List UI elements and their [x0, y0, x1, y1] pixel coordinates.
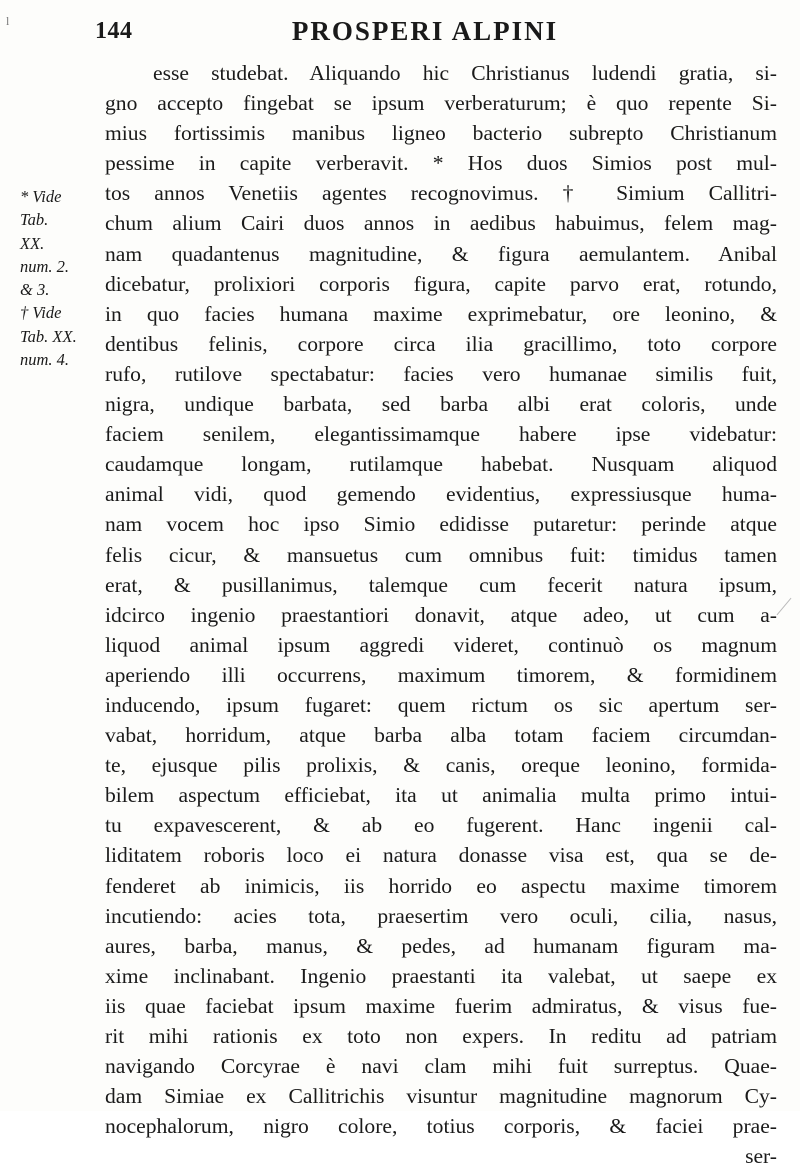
text-line: tos annos Venetiis agentes recognovimus. † Simium Callitri- — [105, 181, 777, 206]
text-line: felis cicur, & mansuetus cum omnibus fuit: timidus tamen — [105, 542, 777, 567]
scan-artifact-line — [777, 598, 792, 615]
text-line: inducendo, ipsum fugaret: quem rictum os sic apertum ser- — [105, 692, 777, 717]
text-line: in quo facies humana maxime exprimebatur, ore leonino, & — [105, 301, 777, 326]
margin-note: num. 4. — [20, 350, 70, 370]
text-line: nocephalorum, nigro colore, totius corporis, & faciei prae- — [105, 1114, 777, 1139]
text-line: nam quadantenus magnitudine, & figura aemulantem. Anibal — [105, 241, 777, 266]
text-line: chum alium Cairi duos annos in aedibus habuimus, felem mag- — [105, 211, 777, 236]
text-line: faciem senilem, elegantissimamque habere ipse videbatur: — [105, 422, 777, 447]
margin-note: † Vide — [20, 303, 62, 323]
margin-note: Tab. XX. — [20, 326, 77, 346]
text-line: aperiendo illi occurrens, maximum timorem, & formidinem — [105, 662, 777, 687]
text-line: gno accepto fingebat se ipsum verberaturum; è quo repente Si- — [105, 91, 777, 116]
text-line: ser- — [745, 1144, 777, 1169]
running-head: PROSPERI ALPINI — [291, 16, 559, 46]
margin-note: & 3. — [20, 280, 50, 300]
margin-note: num. 2. — [20, 256, 70, 276]
text-line: nam vocem hoc ipso Simio edidisse putaretur: perinde atque — [105, 512, 777, 537]
page-header — [95, 16, 755, 50]
margin-note: * Vide — [20, 187, 62, 206]
scan-edge-mark: l — [6, 14, 10, 28]
text-line: liditatem roboris loco ei natura donasse visa est, qua se de- — [105, 843, 777, 868]
text-line: aures, barba, manus, & pedes, ad humanam figuram ma- — [105, 933, 777, 958]
text-line: fenderet ab inimicis, iis horrido eo aspectu maxime timorem — [105, 873, 777, 898]
text-line: caudamque longam, rutilamque habebat. Nusquam aliquod — [105, 452, 777, 477]
text-line: dicebatur, prolixiori corporis figura, capite parvo erat, rotundo, — [105, 271, 777, 296]
margin-notes — [20, 185, 100, 371]
text-line: rit mihi rationis ex toto non expers. In reditu ad patriam — [105, 1024, 777, 1048]
text-line: dam Simiae ex Callitrichis visuntur magnitudine magnorum Cy- — [105, 1084, 777, 1109]
text-line: te, ejusque pilis prolixis, & canis, oreque leonino, formida- — [105, 753, 777, 778]
text-line: nigra, undique barbata, sed barba albi erat coloris, unde — [105, 392, 777, 417]
text-line: liquod animal ipsum aggredi videret, continuò os magnum — [105, 632, 777, 657]
text-line: erat, & pusillanimus, talemque cum fecerit natura ipsum, — [105, 572, 777, 597]
text-line: navigando Corcyrae è navi clam mihi fuit surreptus. Quae- — [105, 1054, 777, 1079]
text-line: idcirco ingenio praestantiori donavit, atque adeo, ut cum a- — [105, 602, 777, 627]
body-text — [105, 58, 777, 1171]
text-line: iis quae faciebat ipsum maxime fuerim admiratus, & visus fue- — [105, 993, 777, 1018]
margin-note: XX. — [20, 233, 45, 253]
page-number: 144 — [95, 18, 133, 44]
text-line: esse studebat. Aliquando hic Christianus ludendi gratia, si- — [153, 61, 777, 85]
text-line: incutiendo: acies tota, praesertim vero oculi, cilia, nasus, — [105, 903, 777, 928]
text-line: pessime in capite verberavit. * Hos duos Simios post mul- — [105, 151, 777, 176]
text-line: vabat, horridum, atque barba alba totam faciem circumdan- — [105, 723, 777, 748]
margin-note: Tab. — [20, 210, 49, 230]
text-line: dentibus felinis, corpore circa ilia gracillimo, toto corpore — [105, 331, 777, 356]
text-line: mius fortissimis manibus ligneo bacterio subrepto Christianum — [105, 121, 777, 146]
text-line: animal vidi, quod gemendo evidentius, expressiusque huma- — [105, 482, 777, 507]
text-line: rufo, rutilove spectabatur: facies vero humanae similis fuit, — [105, 361, 777, 386]
text-line: bilem aspectum efficiebat, ita ut animalia multa primo intui- — [105, 783, 777, 808]
text-line: tu expavescerent, & ab eo fugerent. Hanc ingenii cal- — [105, 813, 777, 838]
text-line: xime inclinabant. Ingenio praestanti ita valebat, ut saepe ex — [105, 963, 777, 988]
